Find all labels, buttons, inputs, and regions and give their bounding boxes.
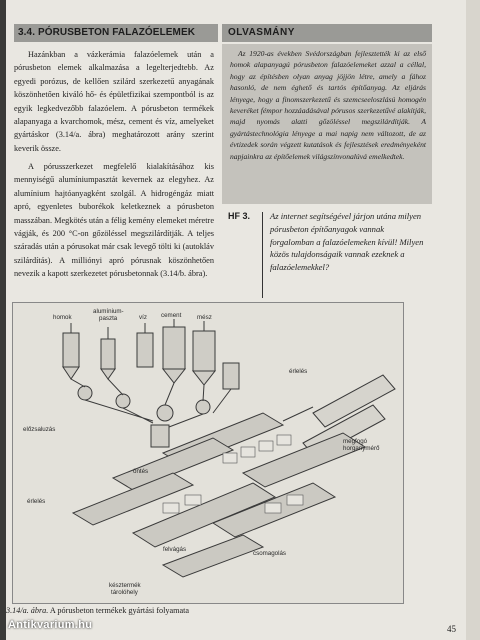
- label-aluminium: alumínium-: [93, 308, 124, 315]
- silo-group: [63, 327, 239, 447]
- page-number: 45: [447, 624, 456, 634]
- silo-aluminium: [101, 339, 115, 369]
- label-products-2: tárolóhely: [111, 589, 138, 596]
- silo-sand: [63, 333, 79, 367]
- label-products-1: késztermék: [109, 582, 141, 589]
- label-cutting: felvágás: [163, 546, 187, 553]
- casting-mixer: [151, 425, 169, 447]
- label-preheat: előzsaluzás: [23, 426, 56, 433]
- mixer-tank: [223, 363, 239, 389]
- silo-water: [137, 333, 153, 367]
- caption-text: A pórusbeton termékek gyártási folyamata: [49, 606, 190, 615]
- mixer-4: [196, 400, 210, 414]
- silo-cement: [163, 327, 185, 369]
- sidebar-text: Az 1920-as években Svédországban fejlesztették ki az első homok alapanyagú pórusbeton falazóelemeket azzal a céllal, hogy az építésben olyan anyag jöjjön létre, amely a fához hasonló, de nem éghető és tartós építőanyag. Az eljárás lényege, hogy a finomszerkezetű és szemcseeloszlású homogén keveréket fémpor hozzáadásával pórusos szerkezetűvé alakítják, majd nyomás alatti gőzöléssel megszilárdítják. A gyártástechnológia lényege a mai napig nem változott, de az évtizedek során végzett kutatások és fejlesztések eredményeként napjainkra az építőelemek világszínvonalúvá emelkedtek.: [222, 44, 432, 204]
- silo-lime: [193, 331, 215, 371]
- block-stack: [163, 503, 179, 513]
- label-aluminium-2: paszta: [99, 315, 118, 322]
- mixer-3: [157, 405, 173, 421]
- homework-divider: [262, 212, 263, 298]
- figure-caption: [6, 606, 189, 615]
- production-diagram-svg: [13, 303, 404, 604]
- packing-line: [163, 535, 263, 577]
- block-stack: [277, 435, 291, 445]
- label-packing: csomagolás: [253, 550, 287, 557]
- paragraph-intro: Hazánkban a vázkerámia falazóelemek után a pórusbeton elemek alkalmazása a legelterjedtebb. Az egyedi porózus, de kellően szilárd szerkezetű anyagának köszönhetően kiváló hő- és épületfizikai szempontból is az egyik legkedvezőbb falazóelem. A pórusbeton termékek alapanyaga a kvarchomok, mész, cement és víz, amelyeket gyártáskor (3.14/a. ábra) meghatározott arány szerint keverik össze.: [14, 50, 214, 153]
- section-heading: 3.4. PÓRUSBETON FALAZÓELEMEK: [14, 24, 218, 42]
- silo-cement-cone: [163, 369, 185, 383]
- reading-sidebar: [222, 24, 432, 206]
- block-stack: [259, 441, 273, 451]
- production-diagram: [12, 302, 404, 604]
- block-stack: [185, 495, 201, 505]
- silo-lime-cone: [193, 371, 215, 385]
- label-steam: érlelés: [289, 368, 308, 375]
- label-lime: mész: [197, 314, 212, 321]
- block-stack: [241, 447, 255, 457]
- label-hardened-2: horganymérő: [343, 445, 380, 452]
- label-sand: homok: [53, 314, 72, 321]
- book-spine-shadow: [0, 0, 6, 640]
- watermark: Antikvarium.hu: [8, 619, 93, 631]
- page-edge: [466, 0, 480, 640]
- mixer-2: [116, 394, 130, 408]
- homework-label: HF 3.: [228, 211, 251, 221]
- mixer-1: [78, 386, 92, 400]
- paragraph-process: A pórusszerkezet megfelelő kialakításához kis mennyiségű alumíniumpasztát kevernek az elegyhez. Az alumínium hajtóanyagként szolgál. A hidrogéngáz miatt apró, egyenletes buborékok keletkeznek a pórusbeton masszában. Megkötés után a félig kemény elemeket méretre vágják, és 200 °C-on gőzöléssel megszilárdítják. A teljes száradás után a pórusokat már csak levegő tölti ki (autokláv szilárdítás). A milliónyi apró pórusnak köszönhetően nevezik a kapott szerkezetet pórusbetonnak (3.14/b. ábra).: [14, 162, 214, 279]
- silo-aluminium-cone: [101, 369, 115, 379]
- label-maturation: érlelés: [27, 498, 46, 505]
- silo-sand-cone: [63, 367, 79, 379]
- block-stack: [223, 453, 237, 463]
- block-stack: [287, 495, 303, 505]
- label-hardened-1: megfogó: [343, 438, 368, 445]
- homework-text: Az internet segítségével járjon utána milyen pórusbeton építőanyagok vannak forgalomban a falazóelemeken kívül! Milyen közös tulajdonságaik vannak ezeknek a falazóelemekkel?: [270, 211, 424, 273]
- label-cement: cement: [161, 312, 182, 319]
- block-stack: [265, 503, 281, 513]
- label-water: víz: [139, 314, 147, 321]
- caption-number: 3.14/a. ábra.: [6, 606, 49, 615]
- sidebar-title: OLVASMÁNY: [222, 24, 432, 42]
- label-casting: öntés: [133, 468, 149, 475]
